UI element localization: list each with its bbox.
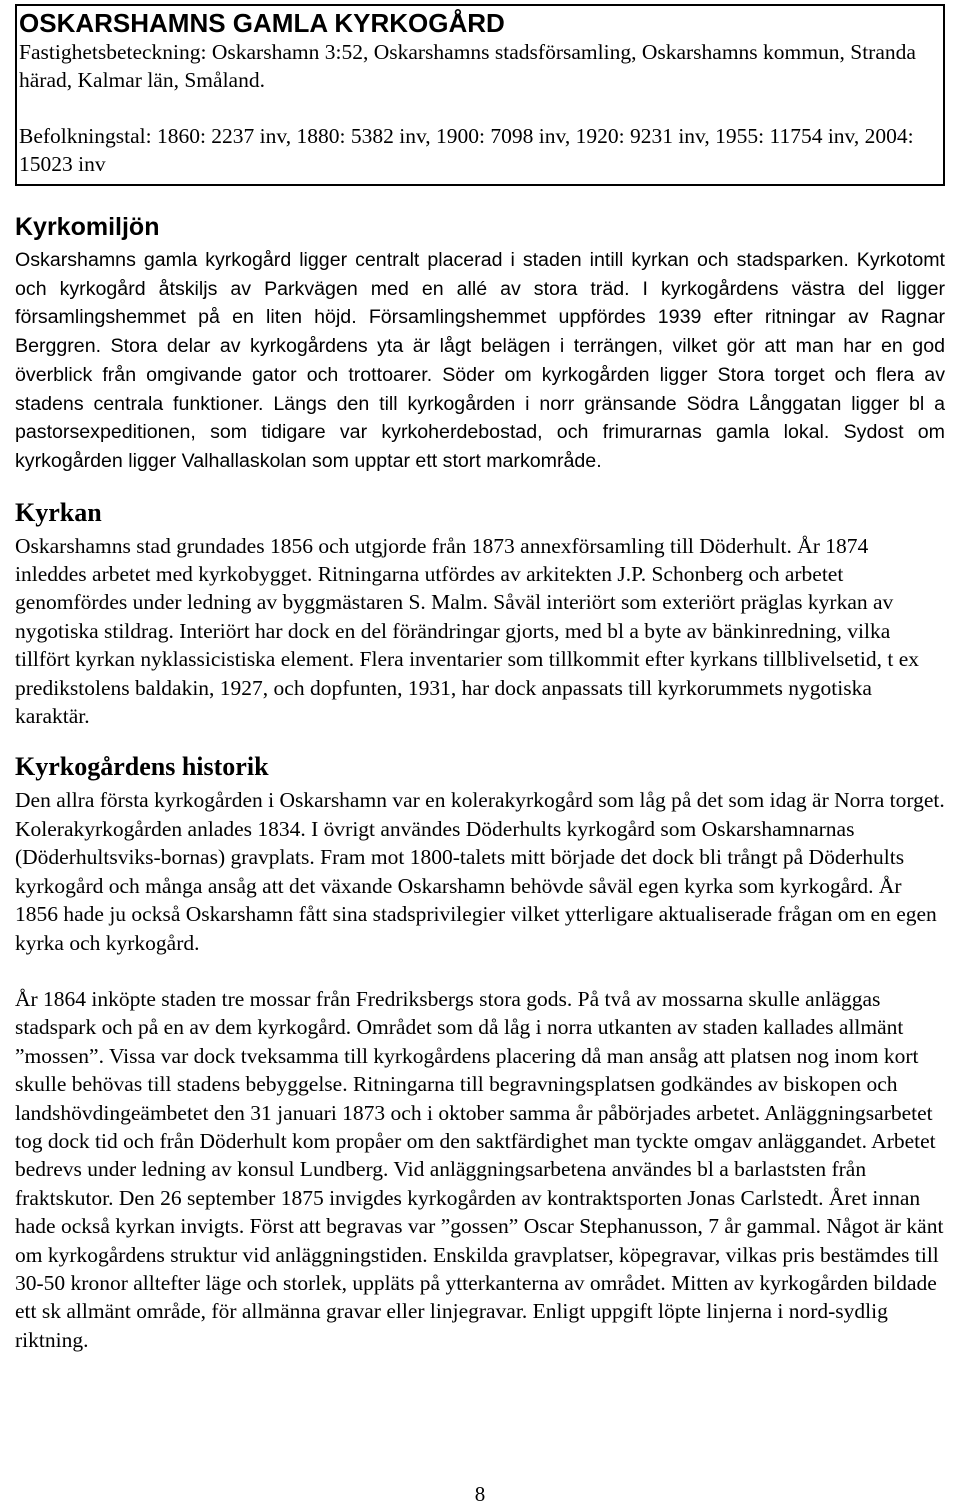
section-text-historik-1: Den allra första kyrkogården i Oskarshamn var en kolerakyrkogård som låg på det som idag är Norra torget. Kolerakyrkogården anlades 1834. I övrigt användes Döderhults kyrkogård som Oskarshamnarnas (Döderhultsviks-bornas) gravplats. Fram mot 1800-talets mitt började det dock bli trångt på Döderhults kyrkogård och många ansåg att det växande Oskarshamn behövde såväl egen kyrka som kyrkogård. År 1856 hade ju också Oskarshamn fått sina stadsprivilegier vilket ytterligare aktualiserade frågan om en egen kyrka och kyrkogård.	[15, 788, 945, 955]
document-title: OSKARSHAMNS GAMLA KYRKOGÅRD	[19, 8, 505, 38]
spacer	[15, 957, 945, 985]
section-text-historik-2: År 1864 inköpte staden tre mossar från Fredriksbergs stora gods. På två av mossarna skulle anläggas stadspark och på en av dem kyrkogård. Området som då låg i norra utkanten av staden kallades allmänt ”mossen”. Vissa var dock tveksamma till kyrkogårdens placering då man ansåg att platsen nog inom kort skulle behövas till stadens bebyggelse. Ritningarna till begravningsplatsen godkändes av biskopen och landshövdingeämbetet den 31 januari 1873 och i oktober samma år påbörjades arbetet. Anläggningsarbetet tog dock tid och från Döderhult kom propåer om den saktfärdighet man tyckte omgav anläggandet. Arbetet bedrevs under ledning av konsul Lundberg. Vid anläggningsarbetena användes bl a barlaststen från fraktskutor. Den 26 september 1875 invigdes kyrkogården av kontraktsporten Jonas Carlstedt. Året innan hade också kyrkan invigts. Först att begravas var ”gossen” Oscar Stephanusson, 7 år gammal. Något är känt om kyrkogårdens struktur vid anläggningstiden. Enskilda gravplatser, köpegravar, vilkas pris bestämdes till 30-50 kronor alltefter läge och storlek, uppläts på ytterkanterna av området. Mitten av kyrkogården bildade ett sk allmänt område, för allmänna gravar eller linjegravar. Enligt uppgift löpte linjerna i nord-sydlig riktning.	[15, 986, 944, 1352]
section-text-kyrkan: Oskarshamns stad grundades 1856 och utgjorde från 1873 annexförsamling till Döderhult. År 1874 inleddes arbetet med kyrkobygget. Ritningarna utfördes av arkitekten J.P. Schonberg och arbetet genomfördes under ledning av byggmästaren S. Malm. Såväl interiört som exteriört präglas kyrkan av nygotiska stildrag. Interiört har dock en del förändringar gjorts, med bl a byte av bänkinredning, vilka tillfört kyrkan nyklassicistiska element. Flera inventarier som tillkommit efter kyrkans tillblivelsetid, t ex predikstolens baldakin, 1927, och dopfunten, 1931, har dock anpassats till kyrkorummets nygotiska karaktär.	[15, 533, 919, 729]
header-box	[15, 4, 945, 186]
population-figures: Befolkningstal: 1860: 2237 inv, 1880: 5382 inv, 1900: 7098 inv, 1920: 9231 inv, 1955: 11754 inv, 2004: 15023 inv	[19, 124, 914, 176]
section-heading-kyrkomiljon: Kyrkomiljön	[15, 213, 160, 241]
section-heading-kyrkan: Kyrkan	[15, 497, 102, 527]
section-text-kyrkomiljon: Oskarshamns gamla kyrkogård ligger centralt placerad i staden intill kyrkan och stadsparken. Kyrkotomt och kyrkogård åtskiljs av Parkvägen med en allé av stora träd. I kyrkogårdens västra del ligger församlingshemmet på en liten höjd. Församlingshemmet uppfördes 1939 efter ritningar av Ragnar Berggren. Stora delar av kyrkogårdens yta är lågt belägen i terrängen, vilket gör att man har en god överblick från omgivande gator och trottoarer. Söder om kyrkogården ligger Stora torget och flera av stadens centrala funktioner. Längs den till kyrkogården i norr gränsande Södra Långgatan ligger bl a pastorsexpeditionen, som tidigare var kyrkoherdebostad, och frimurarnas gamla lokal. Sydost om kyrkogården ligger Valhallaskolan som upptar ett stort markområde.	[15, 249, 945, 472]
property-designation: Fastighetsbeteckning: Oskarshamn 3:52, Oskarshamns stadsförsamling, Oskarshamns kommun, Stranda härad, Kalmar län, Småland.	[19, 40, 916, 92]
page-number: 8	[474, 1482, 486, 1506]
spacer	[17, 94, 943, 122]
section-heading-historik: Kyrkogårdens historik	[15, 752, 269, 782]
document-page	[15, 0, 945, 1354]
